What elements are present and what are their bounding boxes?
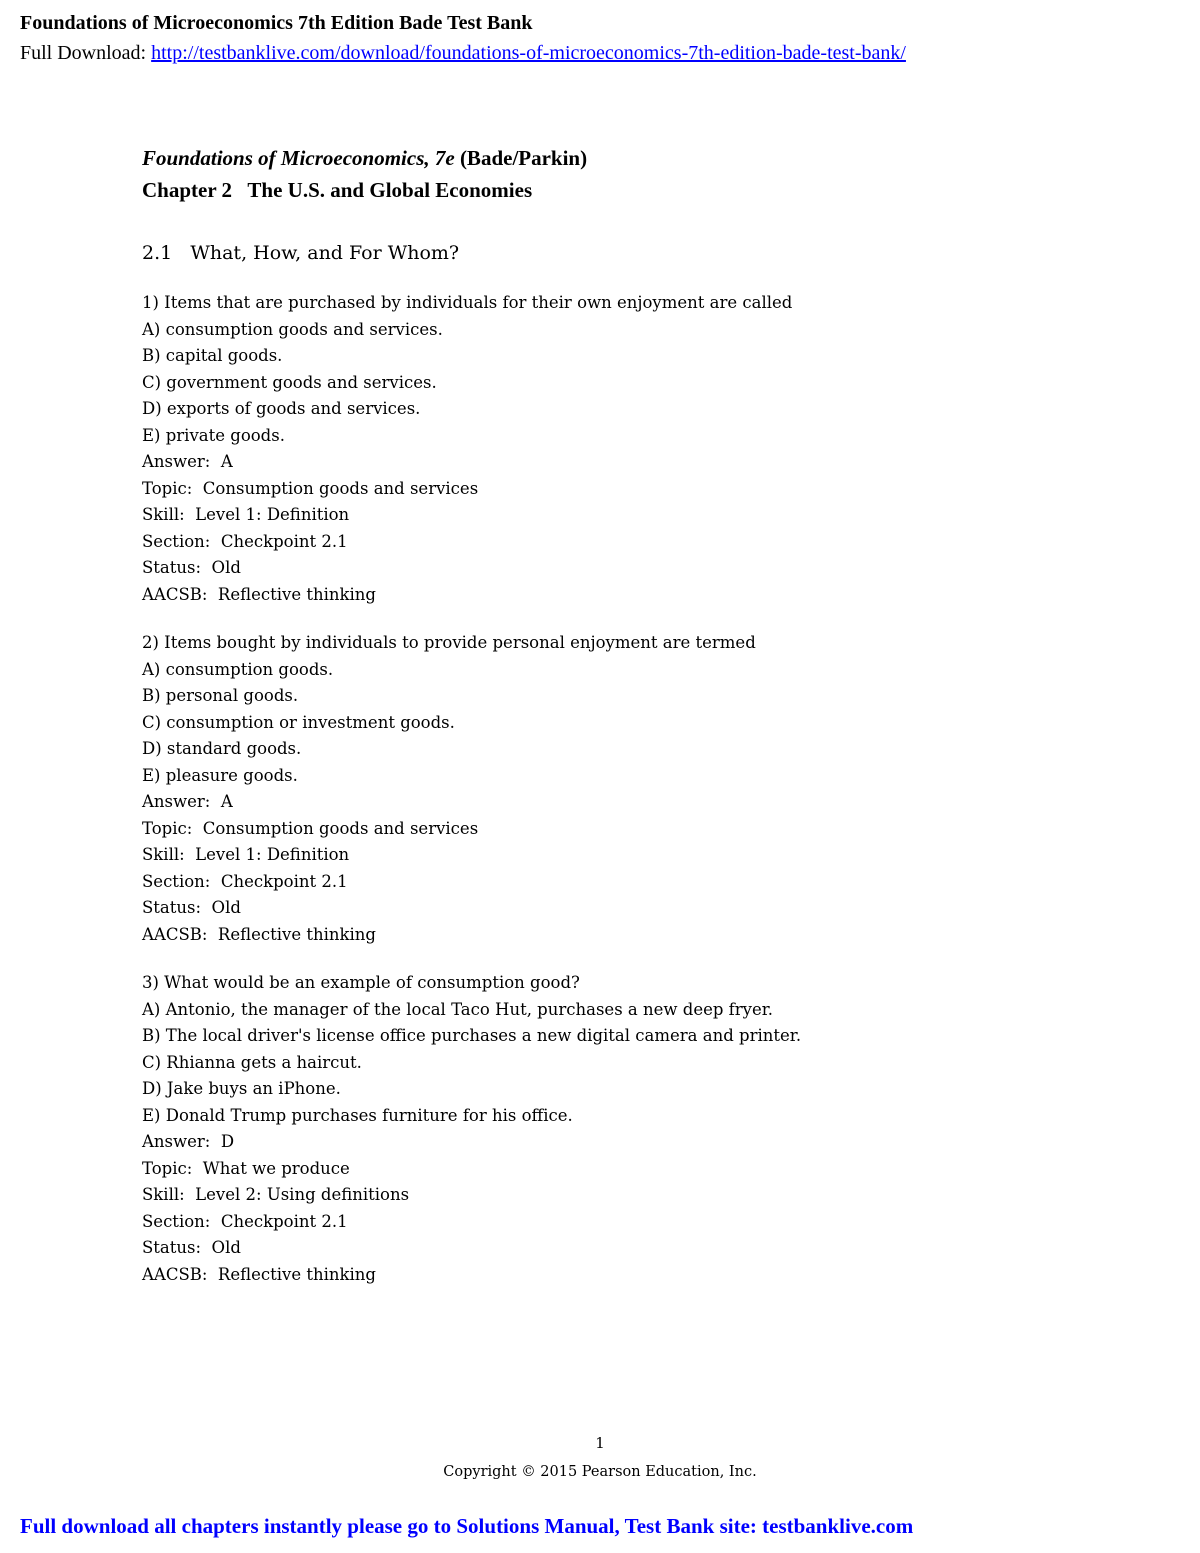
- document-body: [142, 142, 1122, 1288]
- copyright-notice: Copyright © 2015 Pearson Education, Inc.: [443, 1464, 757, 1480]
- answer-option: B) The local driver's license office purchases a new digital camera and printer.: [142, 1026, 802, 1045]
- question-skill: Skill: Level 1: Definition: [142, 505, 350, 524]
- question-block: [142, 290, 1122, 608]
- answer-option: E) Donald Trump purchases furniture for his office.: [142, 1105, 573, 1125]
- question-aacsb: AACSB: Reflective thinking: [142, 1264, 376, 1284]
- section-title: 2.1 What, How, and For Whom?: [142, 242, 460, 264]
- answer-option: C) government goods and services.: [142, 372, 437, 392]
- question-aacsb: AACSB: Reflective thinking: [142, 924, 376, 944]
- answer-option: D) standard goods.: [142, 739, 302, 758]
- header-title: Foundations of Microeconomics 7th Edition Bade Test Bank: [20, 12, 533, 34]
- answer-key: Answer: A: [142, 792, 233, 811]
- answer-option: E) private goods.: [142, 425, 285, 445]
- question-section: Section: Checkpoint 2.1: [142, 531, 348, 551]
- question-topic: Topic: Consumption goods and services: [142, 478, 479, 498]
- header-download: [20, 40, 906, 66]
- question-block: [142, 630, 1122, 948]
- answer-option: C) Rhianna gets a haircut.: [142, 1052, 362, 1072]
- question-status: Status: Old: [142, 558, 241, 577]
- question-status: Status: Old: [142, 1238, 241, 1257]
- page-number: 1: [595, 1434, 605, 1452]
- question-skill: Skill: Level 1: Definition: [142, 845, 350, 864]
- book-title: [142, 142, 1122, 174]
- answer-option: A) consumption goods.: [142, 659, 334, 679]
- question-aacsb: AACSB: Reflective thinking: [142, 584, 376, 604]
- answer-option: C) consumption or investment goods.: [142, 712, 455, 732]
- question-section: Section: Checkpoint 2.1: [142, 1211, 348, 1231]
- question-stem: 1) Items that are purchased by individuals for their own enjoyment are called: [142, 293, 793, 312]
- answer-option: D) exports of goods and services.: [142, 399, 421, 418]
- download-label: Full Download:: [20, 42, 152, 64]
- answer-option: B) personal goods.: [142, 686, 299, 705]
- question-status: Status: Old: [142, 898, 241, 917]
- question-stem: 2) Items bought by individuals to provide personal enjoyment are termed: [142, 633, 756, 652]
- question-block: [142, 970, 1122, 1288]
- download-link[interactable]: http://testbanklive.com/download/foundations-of-microeconomics-7th-edition-bade-test-bank/: [151, 42, 906, 64]
- chapter-title: Chapter 2 The U.S. and Global Economies: [142, 178, 533, 202]
- book-title-italic: Foundations of Microeconomics, 7e: [142, 146, 455, 170]
- answer-option: A) Antonio, the manager of the local Taco Hut, purchases a new deep fryer.: [142, 999, 774, 1019]
- question-section: Section: Checkpoint 2.1: [142, 871, 348, 891]
- answer-option: A) consumption goods and services.: [142, 319, 443, 339]
- answer-key: Answer: A: [142, 452, 233, 471]
- question-stem: 3) What would be an example of consumption good?: [142, 973, 580, 992]
- question-skill: Skill: Level 2: Using definitions: [142, 1185, 410, 1204]
- question-list: [142, 290, 1122, 1288]
- answer-option: E) pleasure goods.: [142, 765, 298, 785]
- book-title-authors: (Bade/Parkin): [454, 146, 588, 170]
- answer-option: D) Jake buys an iPhone.: [142, 1079, 341, 1098]
- download-banner[interactable]: Full download all chapters instantly please go to Solutions Manual, Test Bank site: testbanklive.com: [20, 1514, 914, 1538]
- answer-key: Answer: D: [142, 1132, 235, 1151]
- question-topic: Topic: Consumption goods and services: [142, 818, 479, 838]
- answer-option: B) capital goods.: [142, 346, 283, 365]
- question-topic: Topic: What we produce: [142, 1158, 350, 1178]
